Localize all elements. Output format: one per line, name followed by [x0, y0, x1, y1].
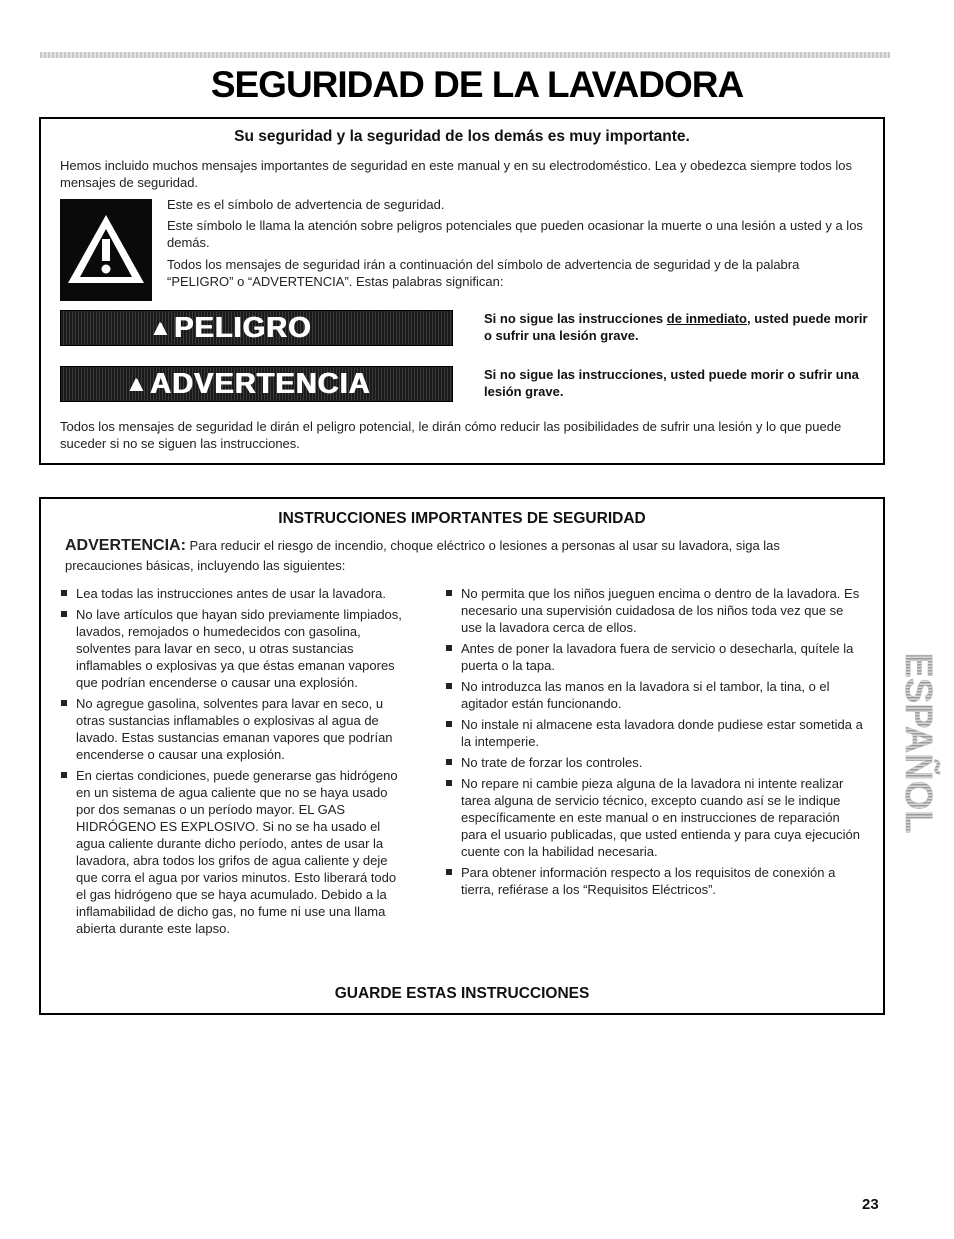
warning-triangle-icon: ▲	[149, 315, 172, 340]
list-item: No trate de forzar los controles.	[445, 754, 865, 771]
top-rule	[40, 52, 890, 58]
advertencia-banner	[60, 366, 453, 402]
warning-triangle-icon	[60, 199, 152, 301]
instructions-box	[39, 497, 885, 1015]
list-item: No introduzca las manos en la lavadora si el tambor, la tina, o el agitador están funcionando.	[445, 678, 865, 712]
advertencia-label: ADVERTENCIA	[149, 367, 371, 400]
peligro-banner	[60, 310, 453, 346]
instructions-title: INSTRUCCIONES IMPORTANTES DE SEGURIDAD	[278, 510, 646, 527]
list-item: No instale ni almacene esta lavadora donde pudiese estar sometida a la intemperie.	[445, 716, 865, 750]
list-item: Lea todas las instrucciones antes de usar la lavadora.	[60, 585, 405, 602]
list-item: Para obtener información respecto a los requisitos de conexión a tierra, refiérase a los “Requisitos Eléctricos”.	[445, 864, 865, 898]
safety-box	[39, 117, 885, 465]
page-title: SEGURIDAD DE LA LAVADORA	[210, 64, 744, 105]
save-instructions-footer: GUARDE ESTAS INSTRUCCIONES	[334, 985, 590, 1002]
list-item: No permita que los niños jueguen encima o dentro de la lavadora. Es necesario una supervisión cuidadosa de los niños toda vez que se use la lavadora cerca de ellos.	[445, 585, 865, 636]
list-item: En ciertas condiciones, puede generarse gas hidrógeno en un sistema de agua caliente que no se haya usado por dos semanas o un período mayor. EL GAS HIDRÓGENO ES EXPLOSIVO. Si no se ha usado el agua caliente durante dicho período, antes de usar la lavadora, abra todos los grifos de agua caliente y deje que corra el agua por varios minutos. Esto liberará todo el gas hidrógeno que se haya acumulado. Debido a la inflamabilidad de dicho gas, no fume ni use una llama abierta durante este lapso.	[60, 767, 405, 937]
advertencia-message: Si no sigue las instrucciones, usted puede morir o sufrir una lesión grave.	[484, 367, 859, 399]
list-item: No repare ni cambie pieza alguna de la lavadora ni intente realizar tarea alguna de servicio técnico, excepto cuando así se le indique específicamente en este manual o en instrucciones de reparación para el usuario publicadas, que usted entienda y para cuya ejecución cuente con la habilidad necesaria.	[445, 775, 865, 860]
page-number: 23	[862, 1196, 879, 1213]
list-item: No lave artículos que hayan sido previamente limpiados, lavados, remojados o humedecidos con gasolina, solventes para lavar en seco, u otras sustancias inflamables o explosivas ya que éstas emanan vapores que podrían encenderse o causar una explosión.	[60, 606, 405, 691]
list-item: Antes de poner la lavadora fuera de servicio o desecharla, quítele la puerta o la tapa.	[445, 640, 865, 674]
instructions-left-list	[60, 585, 405, 941]
safety-outro: Todos los mensajes de seguridad le dirán el peligro potencial, le dirán cómo reducir las posibilidades de sufrir una lesión y lo que puede suceder si no se siguen las instrucciones.	[60, 419, 842, 451]
symbol-line-2: Este símbolo le llama la atención sobre peligros potenciales que pueden ocasionar la muerte o una lesión a usted y a los demás.	[167, 218, 863, 250]
peligro-label: PELIGRO	[173, 311, 312, 344]
warning-triangle-icon: ▲	[125, 371, 148, 396]
language-side-tab	[900, 643, 944, 843]
peligro-message: Si no sigue las instrucciones de inmediato, usted puede morir o sufrir una lesión grave.	[484, 311, 868, 343]
warning-paragraph: ADVERTENCIA: Para reducir el riesgo de incendio, choque eléctrico o lesiones a personas al usar su lavadora, siga las	[65, 537, 780, 554]
side-tab-label: ESPAÑOL	[900, 652, 939, 834]
safety-intro: Hemos incluido muchos mensajes importantes de seguridad en este manual y en su electrodoméstico. Lea y obedezca siempre todos los mensajes de seguridad.	[60, 158, 852, 190]
warning-paragraph-cont: precauciones básicas, incluyendo las siguientes:	[65, 558, 346, 573]
safety-subheading: Su seguridad y la seguridad de los demás es muy importante.	[234, 128, 690, 145]
list-item: No agregue gasolina, solventes para lavar en seco, u otras sustancias inflamables o explosivas al agua de lavado. Estas sustancias emanan vapores que podrían encenderse o causar una explosión.	[60, 695, 405, 763]
symbol-line-1: Este es el símbolo de advertencia de seguridad.	[167, 197, 445, 212]
warning-lead: ADVERTENCIA:	[65, 537, 186, 554]
symbol-line-3: Todos los mensajes de seguridad irán a continuación del símbolo de advertencia de seguridad y de la palabra “PELIGRO” o “ADVERTENCIA”. Estas palabras significan:	[167, 257, 800, 289]
instructions-right-list	[445, 585, 865, 902]
